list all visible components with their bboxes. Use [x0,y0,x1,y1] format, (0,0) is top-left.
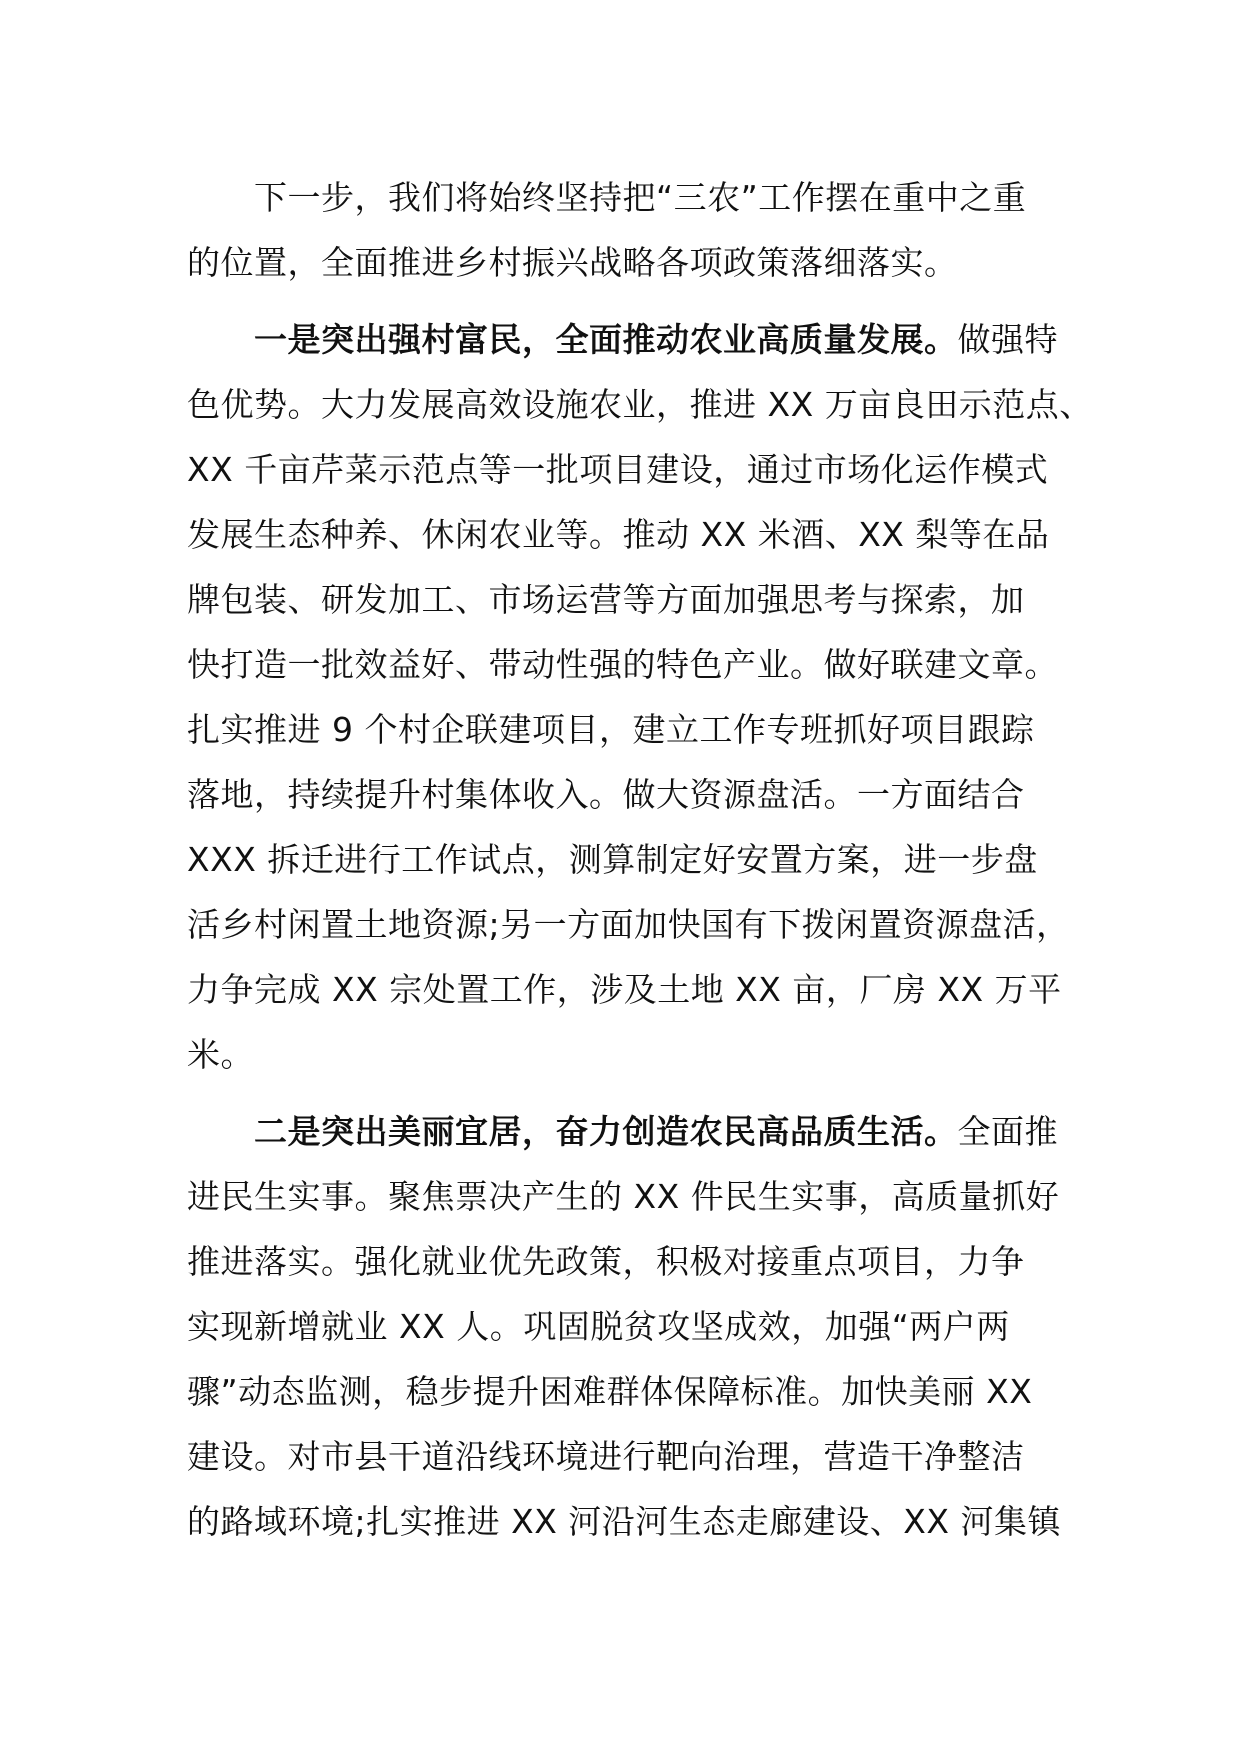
text-line: 进民生实事。聚焦票决产生的 XX 件民生实事，高质量抓好 [187,1177,1060,1216]
section-one-heading: 一是突出强村富民，全面推动农业高质量发展。 [187,320,958,359]
section-two-heading: 二是突出美丽宜居，奋力创造农民高品质生活。 [187,1112,958,1151]
text-line: 推进落实。强化就业优先政策，积极对接重点项目，力争 [187,1242,1025,1281]
intro-paragraph [187,165,1067,295]
text-line: XXX 拆迁进行工作试点，测算制定好安置方案，进一步盘 [187,840,1038,879]
text-line: 色优势。大力发展高效设施农业，推进 XX 万亩良田示范点、 [187,385,1093,424]
text-line: 的位置，全面推进乡村振兴战略各项政策落细落实。 [187,243,958,282]
text-fragment: 全面推 [957,1112,1058,1151]
text-line: 下一步，我们将始终坚持把“三农”工作摆在重中之重 [187,178,1027,217]
section-two-first-line [187,1099,1067,1164]
text-line: 落地，持续提升村集体收入。做大资源盘活。一方面结合 [187,775,1025,814]
text-line: 实现新增就业 XX 人。巩固脱贫攻坚成效，加强“两户两 [187,1307,1010,1346]
text-line: 牌包装、研发加工、市场运营等方面加强思考与探索，加 [187,580,1025,619]
text-line: 骤”动态监测，稳步提升困难群体保障标准。加快美丽 XX [187,1372,1033,1411]
section-two-paragraph [187,1099,1067,1554]
text-line: 快打造一批效益好、带动性强的特色产业。做好联建文章。 [187,645,1058,684]
text-line: 发展生态种养、休闲农业等。推动 XX 米酒、XX 梨等在品 [187,515,1050,554]
text-line: 扎实推进 9 个村企联建项目，建立工作专班抓好项目跟踪 [187,710,1035,749]
section-one-first-line [187,307,1067,372]
text-line: 的路域环境;扎实推进 XX 河沿河生态走廊建设、XX 河集镇 [187,1502,1062,1541]
text-line: 力争完成 XX 宗处置工作，涉及土地 XX 亩，厂房 XX 万平 [187,970,1062,1009]
text-line: 活乡村闲置土地资源;另一方面加快国有下拨闲置资源盘活， [187,905,1070,944]
text-line: 米。 [187,1035,254,1074]
section-one-paragraph [187,307,1093,1087]
text-line: XX 千亩芹菜示范点等一批项目建设，通过市场化运作模式 [187,450,1049,489]
text-line: 建设。对市县干道沿线环境进行靶向治理，营造干净整洁 [187,1437,1025,1476]
text-fragment: 做强特 [957,320,1058,359]
document-body [187,165,1093,1566]
